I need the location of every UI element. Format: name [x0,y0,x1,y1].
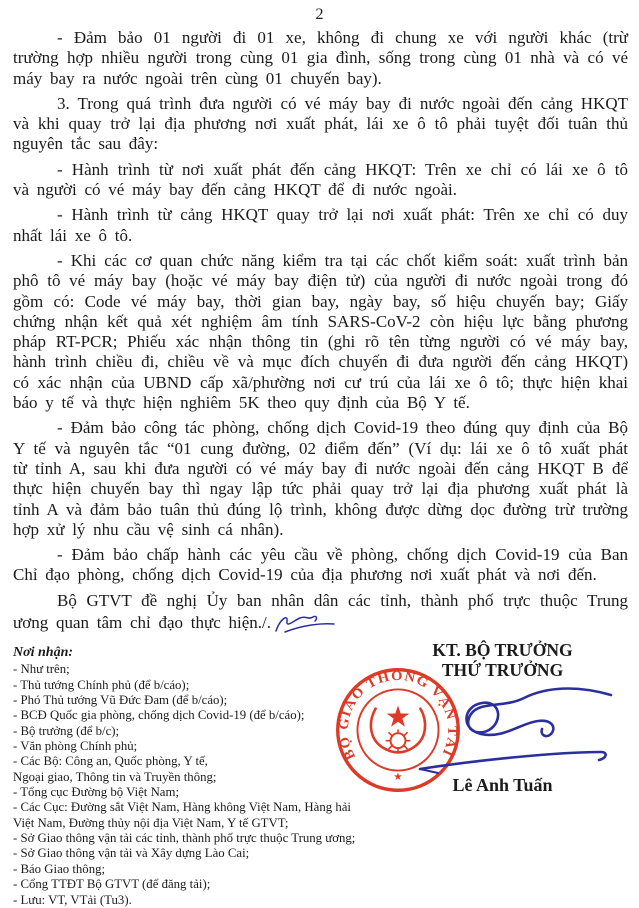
paragraph-covid-rules: - Đảm bảo công tác phòng, chống dịch Covid-19 theo đúng quy định của Bộ Y tế và nguyên tắc “01 cung đường, 02 điểm đến” (Ví dụ: lái xe ô tô xuất phát từ tỉnh A, sau khi đưa người có vé máy bay đi nước ngoài đến cảng HKQT B để thực hiện chuyến bay thì ngay lập tức phải quay trở lại địa phương xuất phát là tỉnh A và đảm bảo tuân thủ đúng lộ trình, không được dừng dọc đường trừ trường hợp xử lý nhu cầu vệ sinh cá nhân). [13,418,628,539]
document-footer [13,640,629,907]
closing-paragraph [13,591,628,635]
paragraph-section-3: 3. Trong quá trình đưa người có vé máy bay đi nước ngoài đến cảng HKQT và khi quay trở lại địa phương nơi xuất phát, lái xe ô tô phải tuyệt đối tuân thủ nguyên tắc sau đây: [13,93,628,154]
recipient-line: - Thủ tướng Chính phủ (để b/cáo); [13,677,190,692]
closing-text: Bộ GTVT đề nghị Ủy ban nhân dân các tỉnh, thành phố trực thuộc Trung ương quan tâm chỉ đạo thực hiện./. [13,590,628,633]
recipient-line: Việt Nam, Đường thủy nội địa Việt Nam, Y tế GTVT; [13,815,289,830]
signer-name: Lê Anh Tuấn [452,775,553,795]
recipient-line: - Tổng cục Đường bộ Việt Nam; [13,785,179,800]
signer-authority-line: KT. BỘ TRƯỞNG [432,640,573,660]
paragraph-route-back: - Hành trình từ cảng HKQT quay trở lại nơi xuất phát: Trên xe chỉ có duy nhất lái xe ô tô. [13,205,628,245]
emblem-star-icon [387,705,409,726]
recipient-line: - Lưu: VT, VTải (Tu3). [13,892,132,907]
handwritten-signature-icon [408,683,620,778]
signer-role-line: THỨ TRƯỞNG [441,659,564,680]
recipient-line: - Các Cục: Đường sắt Việt Nam, Hàng không Việt Nam, Hàng hải [13,800,351,815]
paragraph-route-to-airport: - Hành trình từ nơi xuất phát đến cảng HKQT: Trên xe chỉ có lái xe ô tô và người có vé máy bay đến cảng HKQT để đi nước ngoài. [13,159,628,200]
recipients-heading: Nơi nhận: [13,645,74,660]
paragraph-compliance: - Đảm bảo chấp hành các yêu cầu về phòng, chống dịch Covid-19 của Ban Chỉ đạo phòng, chống dịch Covid-19 của địa phương nơi xuất phát và nơi đến. [13,545,628,585]
document-body [13,28,628,640]
recipient-line: - BCĐ Quốc gia phòng, chống dịch Covid-19 (để b/cáo); [13,708,305,723]
recipient-line: - Văn phòng Chính phủ; [13,739,138,754]
paragraph-checkpoint-requirements: - Khi các cơ quan chức năng kiểm tra tại các chốt kiểm soát: xuất trình bản phô tô vé máy bay (hoặc vé máy bay điện tử) của người đi nước ngoài trong đó gồm có: Code vé máy bay, thời gian bay, ngày bay, số hiệu chuyến bay; Giấy chứng nhận kết quả xét nghiệm âm tính SARS-CoV-2 còn hiệu lực bằng phương pháp RT-PCR; Phiếu xác nhận thông tin (ghi rõ tên từng người có vé máy bay, hành trình chiều đi, chiều về và mục đích chuyến đi đưa người đến cảng HKQT) có xác nhận của UBND cấp xã/phường nơi cư trú của lái xe ô tô; thực hiện khai báo y tế và thực hiện nghiêm 5K theo quy định của Bộ Y tế. [13,250,628,413]
recipients-block [13,645,361,908]
pen-flourish-icon [273,611,337,635]
recipient-line: - Sở Giao thông vận tải các tỉnh, thành phố trực thuộc Trung ương; [13,831,356,846]
paragraph-one-person-one-car: - Đảm bảo 01 người đi 01 xe, không đi chung xe với người khác (trừ trường hợp nhiều người trong cùng 01 gia đình, sống trong cùng 01 nhà và có vé máy bay ra nước ngoài trên cùng 01 chuyến bay). [13,28,628,88]
seal-curved-text: BỘ GIAO THÔNG VẬN TẢI [335,667,461,763]
recipient-line: - Báo Giao thông; [13,861,106,876]
recipient-line: Ngoại giao, Thông tin và Truyền thông; [13,769,217,784]
recipient-line: - Sở Giao thông vận tải và Xây dựng Lào Cai; [13,846,250,861]
recipient-line: - Như trên; [13,662,70,677]
recipient-line: - Phó Thủ tướng Vũ Đức Đam (để b/cáo); [13,693,228,708]
seal-bottom-star-icon: ★ [393,772,403,784]
recipient-line: - Cổng TTĐT Bộ GTVT (để đăng tải); [13,877,211,892]
recipient-line: - Bộ trưởng (để b/c); [13,723,120,738]
page-number: 2 [315,6,324,23]
recipient-line: - Các Bộ: Công an, Quốc phòng, Y tế, [13,754,208,769]
